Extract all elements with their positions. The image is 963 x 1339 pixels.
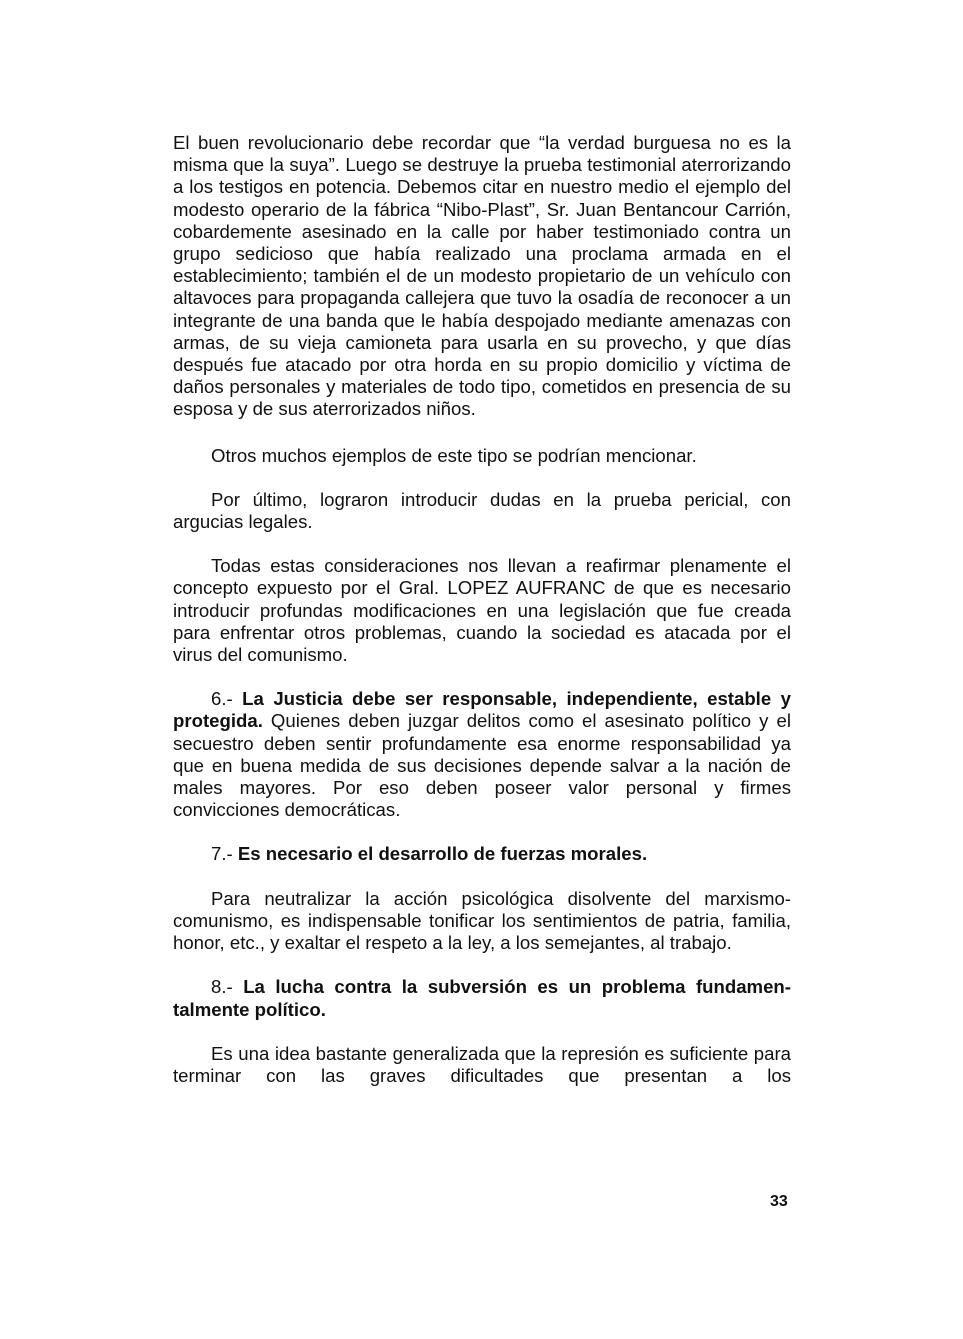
page-body [173, 132, 791, 1087]
section-7-number: 7.- [211, 843, 238, 865]
section-7-body: Para neutralizar la acción psicológica disolvente del marxismo-comunismo, es indispensable tonificar los sentimientos de patria, familia, honor, etc., y exaltar el respeto a la ley, a los semejantes, al trabajo. [173, 887, 791, 954]
section-6-title: La Justicia debe ser responsable, independiente, estable y protegida. [173, 688, 791, 732]
section-8-number: 8.- [211, 976, 244, 998]
section-8-body: Es una idea bastante generalizada que la represión es suficiente para terminar con las graves dificultades que presentan a los [173, 1042, 791, 1086]
section-6-number: 6.- [211, 688, 243, 710]
section-8-title: La lucha contra la subversión es un problema fundamentalmente político. [173, 976, 791, 1020]
paragraph-expert-evidence: Por último, lograron introducir dudas en la prueba pericial, con argucias legales. [173, 488, 791, 533]
paragraph-considerations: Todas estas consideraciones nos llevan a reafirmar plenamente el concepto expuesto por el Gral. LOPEZ AUFRANC de que es necesario introducir profundas modificaciones en una legislación que fue creada para enfrentar otros problemas, cuando la sociedad es atacada por el virus del comunismo. [173, 555, 791, 666]
section-6-body: Quienes deben juzgar delitos como el asesinato político y el secuestro deben sentir profundamente esa enorme responsabilidad ya que en buena medida de sus decisiones depende salvar a la nación de males mayores. Por eso deben poseer valor personal y firmes convicciones democráticas. [173, 710, 791, 821]
paragraph-testimonial: El buen revolucionario debe recordar que “la verdad burguesa no es la misma que la suya”. Luego se destruye la prueba testimonial aterrorizando a los testigos en potencia. Debemos citar en nuestro medio el ejemplo del modesto operario de la fábrica “Nibo-Plast”, Sr. Juan Bentancour Carrión, cobardemente asesinado en la calle por haber testimoniado contra un grupo sedicioso que había realizado una proclama armada en el establecimiento; también el de un modesto propietario de un vehículo con altavoces para propaganda callejera que tuvo la osadía de reconocer a un integrante de una banda que le había despojado mediante amenazas con armas, de su vieja camioneta para usarla en su provecho, y que días después fue atacado por otra horda en su propio domicilio y víctima de daños personales y materiales de todo tipo, cometidos en presencia de su esposa y de sus aterrorizados niños. [173, 132, 791, 420]
section-7-title: Es necesario el desarrollo de fuerzas morales. [237, 843, 648, 865]
page-number: 33 [770, 1193, 788, 1210]
section-6 [173, 688, 791, 821]
section-7-heading [173, 843, 791, 865]
paragraph-other-examples: Otros muchos ejemplos de este tipo se podrían mencionar. [211, 444, 697, 466]
section-8-heading [173, 976, 791, 1020]
